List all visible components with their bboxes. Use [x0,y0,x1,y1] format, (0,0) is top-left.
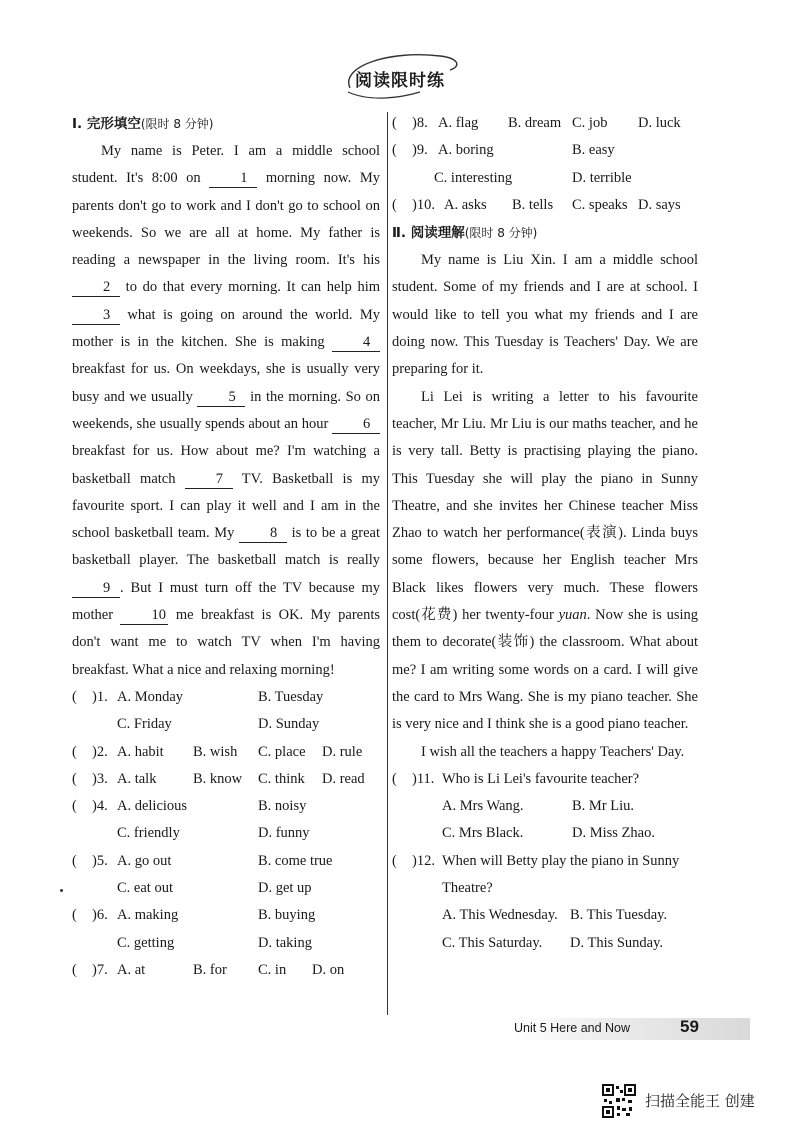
cloze-blank: 7 [185,470,233,489]
question-12: ( )12. When will Betty play the piano in Sunny [392,852,680,869]
cloze-blank: 8 [239,524,287,543]
passage-text: in the morning. So on weekends, she usually spends about an hour [72,388,380,432]
cloze-blank: 10 [120,606,168,625]
cloze-passage [72,138,380,684]
question-4-cont: C. friendly D. funny [117,825,310,842]
cloze-blank: 9 [72,579,120,598]
cloze-blank: 2 [72,278,120,297]
cloze-blank: 4 [332,333,380,352]
question-6: ( )6. A. making B. buying [72,907,316,924]
question-7: ( )7. A. at B. for C. in D. on [72,961,345,978]
question-5: ( )5. A. go out B. come true [72,852,333,869]
section-reading-heading: Ⅱ. 阅读理解(限时 8 分钟) [392,225,538,242]
question-10: ( )10. A. asks B. tells C. speaks D. says [392,196,681,213]
question-11: ( )11. Who is Li Lei's favourite teacher? [392,770,640,787]
passage-text: what is going on around the world. My mother is in the kitchen. She is making [72,306,380,351]
question-5-cont: C. eat out D. get up [117,880,312,897]
passage-text: My name is Peter. I am a middle school student. It's 8:00 on [72,143,380,187]
cloze-blank: 5 [197,388,245,407]
passage-text: morning now. My parents don't go to work and I don't go to school on weekends. So we are all at home. My father is reading a newspaper in the living room. It's his [72,170,380,269]
cloze-blank: 3 [72,306,120,325]
passage-text: . But I must turn off the TV because my mother [72,579,380,624]
passage-text: is to be a great basketball player. The basketball match is really [72,525,380,569]
reading-paragraph-2: Li Lei is writing a letter to his favourite teacher, Mr Liu. Mr Liu is our maths teacher, and he is very tall. Betty is practising playing the piano. This Tuesday she will play the piano in Sunny Theatre, and she invites her Chinese teacher Miss Zhao to watch her performance(表演). Linda buys some flowers, because her English teacher Mrs Black likes flowers very much. These flowers cost(花费) her twenty-four yuan. Now she is using them to decorate(装饰) the classroom. What about me? I am writing some words on a card. I will give the card to Mrs Wang. She is my piano teacher. She is very nice and I think she is a good piano teacher. [392,388,698,733]
question-11-options-2: C. Mrs Black. D. Miss Zhao. [442,825,655,842]
cloze-options [72,684,380,984]
reading-paragraph-3: I wish all the teachers a happy Teachers' Day. [421,743,685,760]
cloze-blank: 1 [209,169,257,188]
reading-paragraph-1: My name is Liu Xin. I am a middle school student. Some of my friends and I are at school. I would like to tell you what my friends and I are doing now. This Tuesday is Teachers' Day. We are preparing for it. [392,252,698,378]
passage-text: me breakfast is OK. My parents don't want me to watch TV when I'm having breakfast. What a nice and relaxing morning! [72,607,380,678]
passage-text: breakfast for us. On weekdays, she is usually very busy and we usually [72,361,380,405]
question-9-cont: C. interesting D. terrible [434,169,632,186]
scan-speck [60,889,63,892]
passage-text: to do that every morning. It can help him [120,279,380,296]
page-number: 59 [680,1017,699,1036]
question-6-cont: C. getting D. taking [117,934,312,951]
question-1-cont: C. Friday D. Sunday [117,716,320,733]
left-column [72,110,380,984]
question-12-options-1: A. This Wednesday. B. This Tuesday. [442,907,668,924]
question-8: ( )8. A. flag B. dream C. job D. luck [392,115,681,131]
column-divider [387,112,388,1015]
footer-unit-label: Unit 5 Here and Now [514,1021,631,1035]
question-11-options-1: A. Mrs Wang. B. Mr Liu. [442,798,635,815]
qr-code-icon [602,1084,636,1118]
question-12-stem-cont: Theatre? [442,880,493,897]
passage-text: breakfast for us. How about me? I'm watching a basketball match [72,443,380,487]
question-1: ( )1. A. Monday B. Tuesday [72,688,324,705]
question-2: ( )2. A. habit B. wish C. place D. rule [72,743,363,760]
passage-text: TV. Basketball is my favourite sport. I can play it well and I am in the school basketball team. My [72,470,380,542]
section-cloze-heading: Ⅰ. 完形填空(限时 8 分钟) [72,116,214,132]
right-column [392,110,698,957]
question-4: ( )4. A. delicious B. noisy [72,798,307,815]
question-9: ( )9. A. boring B. easy [392,142,615,159]
scanner-watermark: 扫描全能王 创建 [645,1092,755,1110]
question-12-options-2: C. This Saturday. D. This Sunday. [442,934,664,951]
page-title: 阅读限时练 [355,71,445,91]
question-3: ( )3. A. talk B. know C. think D. read [72,770,365,787]
cloze-blank: 6 [332,415,380,434]
